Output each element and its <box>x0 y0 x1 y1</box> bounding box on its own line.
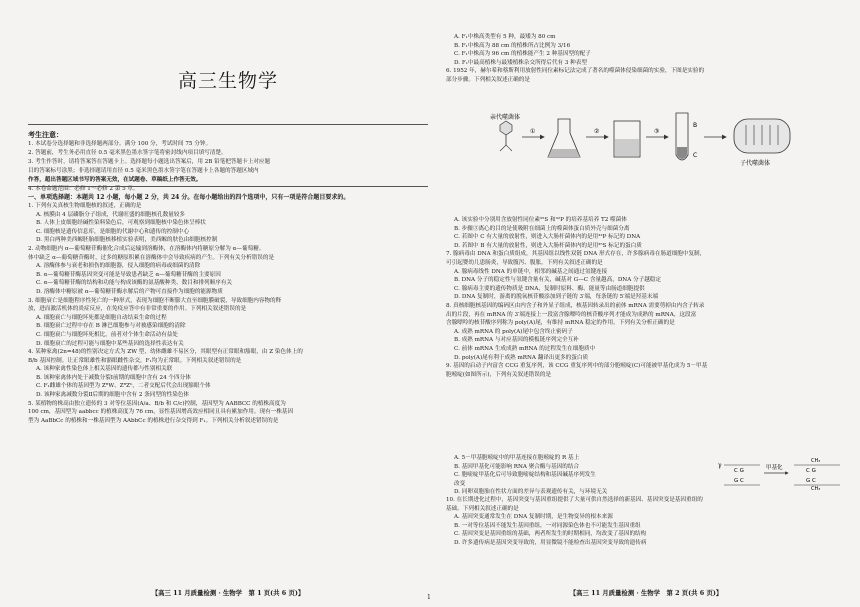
answer-option: B. 基因甲基化可能影响 RNA 聚合酶与基因的结合 <box>454 463 580 470</box>
page-number: 1 <box>427 594 431 601</box>
svg-text:C G: C G <box>806 468 816 474</box>
answer-option: A. F₁中株高类型有 5 种，最矮为 80 cm <box>454 34 556 40</box>
bacterium-icon <box>734 119 790 153</box>
answer-option: C. 若图中 C 有大量的放射性，则进入大肠杆菌体内的是用³²P 标记的 DNA <box>454 234 641 241</box>
base-pair-top: C G <box>734 468 744 474</box>
divider <box>28 186 428 187</box>
question-text: 体中缺乏 α—葡萄糖苷酶时，过多的糖原积累在溶酶体中会导致疾病的产生。下列有关分析错误的是 <box>28 254 275 261</box>
question-text: 可引起婴幼儿患肠炎，导致腹泻、腹胀。下列有关叙述正确的是 <box>446 259 603 266</box>
answer-option: C. 腺病毒主要的遗传物质是 DNA，复制时原料、酶、能量等由肠道细胞提供 <box>454 285 645 292</box>
question-list-left <box>28 193 428 425</box>
svg-text:C: C <box>693 152 698 159</box>
answer-option: A. 细胞衰亡与细胞坏死都是细胞自动结束生命的过程 <box>36 314 167 321</box>
answer-option: D. 溶酶体中糖原被 α—葡萄糖苷酶水解后的产物可直接作为细胞的能源物质 <box>36 288 223 295</box>
methylation-arrow-label: 甲基化 <box>766 465 783 471</box>
svg-text:CH₃: CH₃ <box>811 486 821 491</box>
answer-option: D. DNA 复制时，游离的脱氧核苷酸添加到子链的 3′端，每条链的 5′端是羟基末端 <box>454 294 659 301</box>
parent-phage-label: 亲代噬菌体 <box>490 114 521 121</box>
page-footer: 【高三 11 月质量检测 · 生物学 第 1 页(共 6 页)】 <box>151 589 305 597</box>
notice-item: 目的答案标号涂黑；非选择题请用直径 0.5 毫米黑色墨水签字笔在答题卡上各题的答题区域内 <box>28 168 259 174</box>
notice-item: 4. 本卷命题范围：必修 1～必修 2 第 5 章。 <box>28 186 139 192</box>
answer-option: D. 细胞衰亡的过程可能与细胞中某些基因的选择性表达有关 <box>36 340 184 347</box>
phage-icon <box>500 121 512 151</box>
answer-option: B. 步骤③离心的目的是使吸附在细菌上的噬菌体蛋白质外壳与细菌分离 <box>454 225 630 232</box>
answer-option: A. 溶酶体参与衰老和损伤的细胞器，侵入细胞的病毒或细菌的清除 <box>36 263 201 270</box>
answer-option: A. 核膜由 4 层磷脂分子组成，代谢旺盛的细胞核孔数量较多 <box>36 211 185 218</box>
answer-option: B. F₁中株高为 88 cm 的植株所占比例为 3/16 <box>454 42 571 49</box>
step-2-label: ② <box>594 128 600 135</box>
answer-option: C. 细胞核是遗传信息库，是细胞的代谢中心和遗传的控制中心 <box>36 228 190 235</box>
step-3-label: ③ <box>654 128 660 135</box>
q9-options <box>446 454 716 497</box>
question-list-right-c <box>446 496 846 548</box>
answer-option: B. DNA 分子的稳定性与氢键含量有关，碱基对 G—C 含量越高，DNA 分子越稳定 <box>454 277 661 284</box>
notice-item: 1. 本试卷分选择题和非选择题两部分。满分 100 分，考试时间 75 分钟。 <box>28 141 212 147</box>
section-heading: 一、单项选择题：本题共 12 小题，每小题 2 分，共 24 分。在每小题给出的四个选项中，只有一项是符合题目要求的。 <box>28 194 350 201</box>
question-text: 10. 在长期进化过程中，基因突变与基因重组提供了大量可供自然选择的新基因、基因突变是基因重组的 <box>446 497 703 503</box>
methyl-label: CH₃ <box>811 458 821 464</box>
answer-option: D. 黑白两种美西螈胚胎细胞核移植实验表明，美西螈的肤色由细胞核控制 <box>36 237 218 244</box>
base-pair-bottom: G C <box>734 478 744 484</box>
question-text: 4. 某种家禽(2n=48)的性别决定方式为 ZW 型，幼体雌雄不易区分，其眼型有正常眼和豁眼，由 Z 染色体上的 <box>28 349 303 356</box>
question-list-right-a <box>446 33 846 85</box>
flask-icon <box>548 119 580 157</box>
answer-option: C. α—葡萄糖苷酶的结构和功能与构成该酶的氨基酸种类、数目和排列顺序有关 <box>36 280 233 287</box>
answer-option: A. 腺病毒线性 DNA 的单链中，相邻的碱基之间通过氢键连接 <box>454 268 608 275</box>
exam-notice <box>28 130 428 194</box>
answer-option: B. 成熟 mRNA 与对应基因的模板链序列完全互补 <box>454 337 579 344</box>
methylation-figure <box>716 455 844 491</box>
exam-title: 高三生物学 <box>177 70 278 92</box>
question-text: 2. 动物细胞内 α—葡萄糖苷酶催化合成后运输到溶酶体，在溶酶体内将糖原分解为 α—葡萄糖。 <box>28 245 265 252</box>
answer-option: D. 若图中 B 有大量的放射性，则进入大肠杆菌体内的是用³⁵S 标记的蛋白质 <box>454 242 642 249</box>
strand-label: γ <box>718 462 722 469</box>
answer-option: B. 人体上皮细胞经碱性染料染色后，可观察到细胞核中染色体呈棒状 <box>36 220 206 227</box>
answer-option: D. 同卵双胞胎在性状方面的差异与表观遗传有关，与环境无关 <box>454 489 608 496</box>
answer-option: D. 许多遗传病是基因突变导致的，用显微镜不能检查出基因突变导致的遗传病 <box>454 539 647 546</box>
answer-option: A. 成熟 mRNA 的 poly(A)尾中包含终止密码子 <box>454 328 573 335</box>
question-text: B/b 基因控制。让正常眼雄性和豁眼雌性杂交，F₁均为正常眼。下列相关叙述错误的是 <box>28 357 242 364</box>
centrifuge-tube-icon <box>676 113 697 160</box>
answer-option: A. 基因突变通常发生在 DNA 复制时期，是生物变异的根本来源 <box>454 514 613 521</box>
question-text: 部分步骤。下列相关叙述正确的是 <box>446 76 530 83</box>
step-1-label: ① <box>530 128 536 135</box>
answer-option: C. 前体 mRNA 生成成熟 mRNA 的过程发生在细胞质中 <box>454 345 596 352</box>
question-text: 5. 某植物的株高由独立遗传的 3 对等位基因(A/a、B/b 和 C/c)控制，基因型为 AABBCC 的植株高度为 <box>28 400 286 407</box>
answer-option: D. poly(A)尾有利于成熟 mRNA 翻译出更多的蛋白质 <box>454 354 589 361</box>
answer-option: B. 一对等位基因不能发生基因重组，一对同源染色体也不可能发生基因重组 <box>454 522 641 529</box>
question-list-right-b <box>446 216 846 379</box>
question-text: 出的片段，再在 mRNA 的 3′端连接上一段富含腺嘌呤的核苷酸序列才能成为成熟的 mRNA，这段富 <box>446 311 697 318</box>
question-text: 9. 基因的启动子内富含 CCG 重复序列，该 CCG 重复序列中的部分胞嘧啶(C)可能被甲基化成为 5－甲基 <box>446 363 708 370</box>
svg-text:G C: G C <box>806 478 816 484</box>
answer-option: C. 基因突变是基因重组的基础，两者所发生的时期相同，均改变了基因的结构 <box>454 531 647 538</box>
question-text: 7. 腺病毒由 DNA 和蛋白质组成，其基因组以线性双链 DNA 形式存在，许多腺病毒在肠道细胞中复制， <box>446 251 706 258</box>
answer-option: D. F₁中最高植株与最矮植株杂交所得后代有 3 种表型 <box>454 59 587 66</box>
divider <box>28 124 428 125</box>
answer-option: C. 胞嘧啶甲基化后可导致胞嘧啶结构和基因碱基序列发生 <box>454 472 596 479</box>
question-text: 100 cm，基因型为 aabbcc 的植株高度为 76 cm，显性基因增高效应相同且具有累加作用。现有一株基因 <box>28 409 294 416</box>
answer-option: B. 该种家禽体内处于减数分裂Ⅰ前期的细胞中含有 24 个四分体 <box>36 374 191 381</box>
phage-experiment-figure <box>472 99 812 209</box>
right-column <box>446 0 846 607</box>
answer-option: B. 细胞衰亡过程中存在 B 淋巴细胞参与对被感染细胞的清除 <box>36 323 186 330</box>
question-text: 3. 细胞衰亡是细胞程序性死亡的一种形式，表现为细胞不断膨大直至细胞膜破裂，导致细胞内容物的释 <box>28 297 282 304</box>
answer-option: A. 该种家禽性染色体上相关基因的遗传都与性别相关联 <box>36 366 173 373</box>
question-text: 6. 1952 年，赫尔希和蔡斯利用放射性同位素标记法完成了著名的噬菌体侵染细菌的实验，下图是实验的 <box>446 68 705 75</box>
svg-text:B: B <box>693 122 698 129</box>
offspring-phage-label: 子代噬菌体 <box>740 160 771 167</box>
page-footer: 【高三 11 月质量检测 · 生物学 第 2 页(共 6 页)】 <box>569 589 723 597</box>
notice-item: 2. 答题前，考生务必用直径 0.5 毫米黑色墨水签字笔将密封线内项目填写清楚。 <box>28 150 227 156</box>
question-text: 1. 下列有关真核生物细胞核的叙述，正确的是 <box>28 203 142 209</box>
question-text: 放，进而激活机体的炎症反应，在免疫应答中有非常重要的作用。下列相关叙述错误的是 <box>28 306 247 313</box>
answer-option: D. 该种家禽减数分裂Ⅱ后期的细胞中含有 2 条同型的性染色体 <box>36 392 190 399</box>
answer-option: A. 该实验中分别用含放射性同位素³⁵S 和³²P 的培养基培养 T2 噬菌体 <box>454 217 627 223</box>
notice-item: 作答，超出答题区域书写的答案无效，在试题卷、草稿纸上作答无效。 <box>28 177 202 183</box>
notice-item: 3. 考生作答时，请将答案答在答题卡上。选择题每小题选出答案后，用 2B 铅笔把答题卡上对应题 <box>28 159 271 165</box>
answer-option: 改变 <box>454 480 466 487</box>
answer-option: C. F₁雌雄个体的基因型为 ZᴮW、ZᴮZᵇ，二者交配后代会出现豁眼个体 <box>36 383 211 390</box>
question-text: 型为 AaBbCc 的植株和一株基因型为 AAbbCc 的植株进行杂交得到 F₁。下列相关分析叙述错误的是 <box>28 417 279 424</box>
answer-option: A. 5－甲基胞嘧啶中的甲基连接在胞嘧啶的 R 基上 <box>454 455 580 461</box>
question-text: 含腺嘌呤的核苷酸序列称为 poly(A)尾，有维持 mRNA 稳定的作用。下列有关分析正确的是 <box>446 320 675 327</box>
question-text: 基础。下列相关叙述正确的是 <box>446 505 519 512</box>
answer-option: C. F₁中株高为 96 cm 的植株能产生 2 种基因型的配子 <box>454 51 591 58</box>
beaker-icon <box>614 121 640 157</box>
answer-option: B. α—葡萄糖苷酶基因突变可能是导致患者缺乏 α—葡萄糖苷酶的主要原因 <box>36 271 221 278</box>
left-column <box>28 0 428 607</box>
question-text: 胞嘧啶(如图所示)，下列有关叙述错误的是 <box>446 371 552 378</box>
notice-heading: 考生注意： <box>28 130 63 139</box>
question-text: 8. 真核细胞核基因的编码区由内含子和外显子组成，核基因转录出的前体 mRNA 需要剪掉由内含子转录 <box>446 302 705 309</box>
answer-option: C. 细胞衰亡与细胞坏死相比，前者对个体生命活动有益处 <box>36 331 178 338</box>
